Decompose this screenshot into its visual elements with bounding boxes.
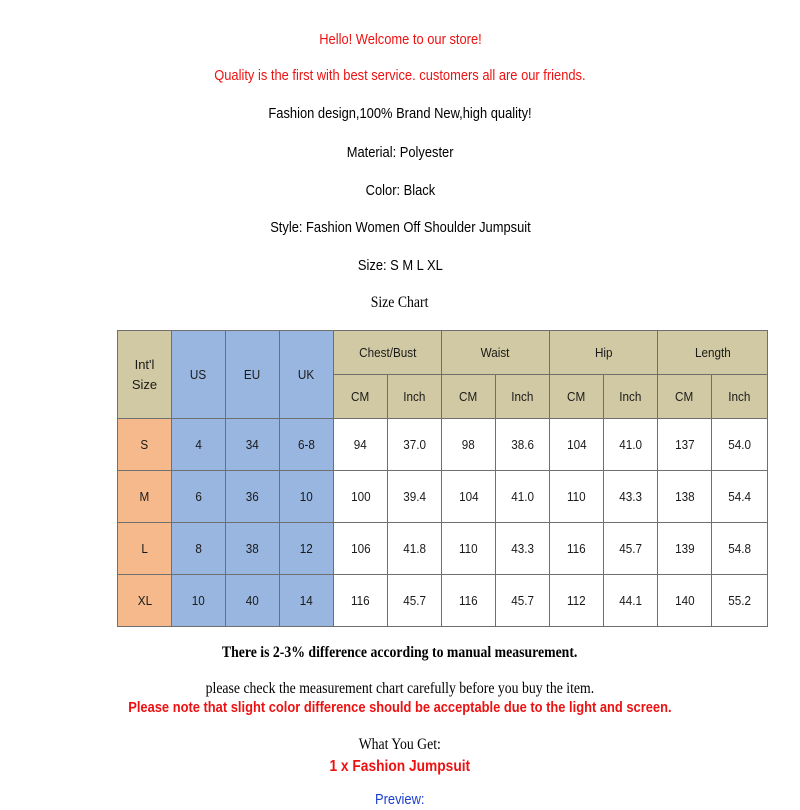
header-chest-bust: Chest/Bust [334, 331, 442, 375]
uk-cell: 12 [280, 523, 334, 575]
fashion-text: Fashion design,100% Brand New,high quality! [268, 105, 532, 122]
size-text: Size: S M L XL [357, 257, 443, 274]
value-cell: 45.7 [604, 523, 658, 575]
unit-cell: CM [550, 375, 604, 419]
value-cell: 41.8 [388, 523, 442, 575]
quality-text: Quality is the first with best service. customers all are our friends. [214, 67, 586, 84]
value-cell: 116 [442, 575, 496, 627]
package-contents: 1 x Fashion Jumpsuit [329, 758, 471, 775]
value-cell: 45.7 [388, 575, 442, 627]
size-cell: S [118, 419, 172, 471]
value-cell: 110 [442, 523, 496, 575]
value-cell: 140 [658, 575, 712, 627]
measurement-difference-note: There is 2-3% difference according to manual measurement. [222, 644, 578, 661]
header-hip: Hip [550, 331, 658, 375]
value-cell: 54.4 [712, 471, 768, 523]
table-row [118, 419, 768, 471]
value-cell: 37.0 [388, 419, 442, 471]
eu-cell: 40 [226, 575, 280, 627]
value-cell: 94 [334, 419, 388, 471]
uk-cell: 6-8 [280, 419, 334, 471]
check-chart-note: please check the measurement chart carefully before you buy the item. [205, 680, 595, 697]
uk-cell: 10 [280, 471, 334, 523]
value-cell: 41.0 [496, 471, 550, 523]
us-cell: 4 [172, 419, 226, 471]
unit-cell: CM [334, 375, 388, 419]
what-you-get-label: What You Get: [358, 736, 442, 753]
table-header-row [118, 331, 768, 375]
unit-cell: CM [442, 375, 496, 419]
size-cell: XL [118, 575, 172, 627]
value-cell: 112 [550, 575, 604, 627]
table-row [118, 523, 768, 575]
unit-cell: Inch [604, 375, 658, 419]
value-cell: 38.6 [496, 419, 550, 471]
header-us: US [172, 331, 226, 419]
value-cell: 100 [334, 471, 388, 523]
welcome-text: Hello! Welcome to our store! [318, 31, 482, 48]
style-text: Style: Fashion Women Off Shoulder Jumpsuit [269, 219, 531, 236]
unit-cell: Inch [388, 375, 442, 419]
value-cell: 106 [334, 523, 388, 575]
unit-cell: Inch [496, 375, 550, 419]
unit-cell: Inch [712, 375, 768, 419]
value-cell: 137 [658, 419, 712, 471]
value-cell: 41.0 [604, 419, 658, 471]
value-cell: 54.0 [712, 419, 768, 471]
size-cell: M [118, 471, 172, 523]
value-cell: 43.3 [496, 523, 550, 575]
value-cell: 45.7 [496, 575, 550, 627]
size-cell: L [118, 523, 172, 575]
table-row [118, 575, 768, 627]
material-text: Material: Polyester [346, 144, 454, 161]
value-cell: 104 [550, 419, 604, 471]
color-difference-note: Please note that slight color difference should be acceptable due to the light and screen. [128, 699, 672, 716]
header-length: Length [658, 331, 768, 375]
value-cell: 55.2 [712, 575, 768, 627]
us-cell: 10 [172, 575, 226, 627]
header-eu: EU [226, 331, 280, 419]
size-chart-title: Size Chart [371, 294, 429, 311]
value-cell: 139 [658, 523, 712, 575]
eu-cell: 36 [226, 471, 280, 523]
value-cell: 39.4 [388, 471, 442, 523]
value-cell: 116 [550, 523, 604, 575]
value-cell: 110 [550, 471, 604, 523]
value-cell: 98 [442, 419, 496, 471]
eu-cell: 38 [226, 523, 280, 575]
size-chart-table [117, 330, 768, 627]
preview-link[interactable]: Preview: [375, 791, 425, 808]
header-intl-size: Int'l Size [118, 331, 172, 419]
us-cell: 6 [172, 471, 226, 523]
value-cell: 138 [658, 471, 712, 523]
value-cell: 44.1 [604, 575, 658, 627]
table-row [118, 471, 768, 523]
unit-cell: CM [658, 375, 712, 419]
uk-cell: 14 [280, 575, 334, 627]
us-cell: 8 [172, 523, 226, 575]
color-text: Color: Black [365, 182, 435, 199]
header-uk: UK [280, 331, 334, 419]
value-cell: 104 [442, 471, 496, 523]
value-cell: 43.3 [604, 471, 658, 523]
value-cell: 54.8 [712, 523, 768, 575]
value-cell: 116 [334, 575, 388, 627]
eu-cell: 34 [226, 419, 280, 471]
header-waist: Waist [442, 331, 550, 375]
